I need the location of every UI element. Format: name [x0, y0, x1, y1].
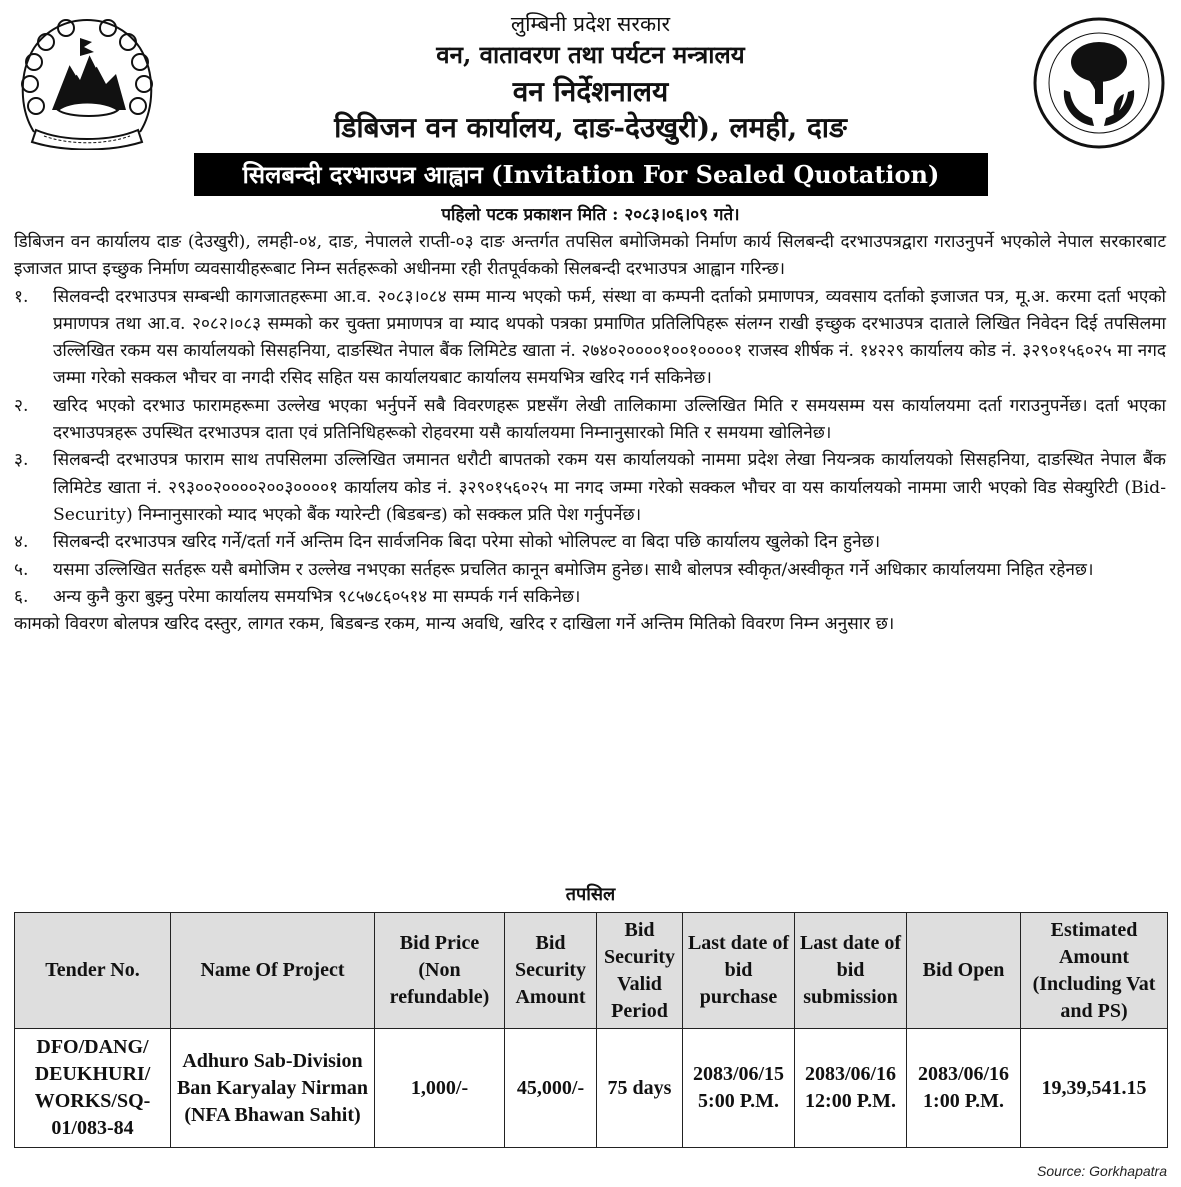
province-government-heading: लुम्बिनी प्रदेश सरकार	[510, 12, 671, 36]
condition-number: ६.	[14, 586, 29, 607]
cell-bid-security-amount: 45,000/-	[505, 1029, 597, 1148]
table-row	[15, 1029, 1168, 1148]
header-last-date-submission: Last date of bid submission	[795, 913, 907, 1029]
condition-number: ५.	[14, 559, 29, 580]
condition-text: सिलबन्दी दरभाउपत्र खरिद गर्ने/दर्ता गर्ने अन्तिम दिन सार्वजनिक बिदा परेमा सोको भोलिपल्ट वा बिदा पछि कार्यालय खुलेको दिन हुनेछ।	[53, 532, 881, 553]
source-credit: Source: Gorkhapatra	[1037, 1163, 1167, 1179]
condition-number: ४.	[14, 532, 29, 553]
ministry-heading: वन, वातावरण तथा पर्यटन मन्त्रालय	[436, 40, 745, 69]
condition-item	[14, 393, 1166, 448]
header-last-date-purchase: Last date of bid purchase	[683, 913, 795, 1029]
cell-tender-no: DFO/DANG/ DEUKHURI/ WORKS/SQ-01/083-84	[15, 1029, 171, 1148]
header-bid-open: Bid Open	[907, 913, 1021, 1029]
cell-estimated-amount: 19,39,541.15	[1021, 1029, 1168, 1148]
conditions-list	[14, 284, 1166, 612]
condition-number: ३.	[14, 450, 29, 471]
header-bid-security-amount: Bid Security Amount	[505, 913, 597, 1029]
condition-text: अन्य कुनै कुरा बुझ्नु परेमा कार्यालय समयभित्र ९८५७८६०५१४ मा सम्पर्क गर्न सकिनेछ।	[53, 586, 581, 607]
cell-bid-price: 1,000/-	[375, 1029, 505, 1148]
header-bid-price: Bid Price (Non refundable)	[375, 913, 505, 1029]
office-heading: डिबिजन वन कार्यालय, दाङ-देउखुरी), लमही, दाङ	[334, 111, 847, 144]
cell-last-date-purchase: 2083/06/15 5:00 P.M.	[683, 1029, 795, 1148]
header-tender-no: Tender No.	[15, 913, 171, 1029]
cell-bid-open: 2083/06/16 1:00 P.M.	[907, 1029, 1021, 1148]
notice-title: सिलबन्दी दरभाउपत्र आह्वान (Invitation For Sealed Quotation)	[242, 160, 940, 189]
condition-text: सिलबन्दी दरभाउपत्र फाराम साथ तपसिलमा उल्लिखित जमानत धरौटी बापतको रकम यस कार्यालयको नाममा प्रदेश लेखा नियन्त्रक कार्यालयको सिसहनिया, दाङस्थित नेपाल बैंक लिमिटेड खाता नं. २९३००२००००२००३००००१ कार्यालय कोड नं. ३२९०१५६०२५ मा नगद जम्मा गरेको सक्कल भौचर वा यस कार्यालयको नाममा जारी भएको विड सेक्युरिटी (Bid-Security) निम्नानुसारको म्याद भएको बैंक ग्यारेन्टी (बिडबन्ड) को सक्कल प्रति पेश गर्नुपर्नेछ।	[53, 450, 1166, 525]
condition-item	[14, 447, 1166, 529]
condition-item	[14, 557, 1166, 584]
cell-last-date-submission: 2083/06/16 12:00 P.M.	[795, 1029, 907, 1148]
condition-text: यसमा उल्लिखित सर्तहरू यसै बमोजिम र उल्लेख नभएका सर्तहरू प्रचलित कानून बमोजिम हुनेछ। साथै बोलपत्र स्वीकृत/अस्वीकृत गर्ने अधिकार कार्यालयमा निहित रहेनछ।	[53, 559, 1094, 580]
condition-text: खरिद भएको दरभाउ फारामहरूमा उल्लेख भएका भर्नुपर्ने सबै विवरणहरू प्रष्टसँग लेखी तालिकामा उल्लिखित मिति र समयसम्म यस कार्यालयमा दर्ता गराउनुपर्नेछ। दर्ता भएका दरभाउपत्रहरू उपस्थित दरभाउपत्र दाता एवं प्रतिनिधिहरूको रोहवरमा यसै कार्यालयमा निम्नानुसारको मिति र समयमा खोलिनेछ।	[53, 395, 1166, 444]
header-estimated-amount: Estimated Amount (Including Vat and PS)	[1021, 913, 1168, 1029]
condition-text: सिलवन्दी दरभाउपत्र सम्बन्धी कागजातहरूमा आ.व. २०८३।०८४ सम्म मान्य भएको फर्म, संस्था वा कम्पनी दर्ताको प्रमाणपत्र, व्यवसाय दर्ताको इजाजत पत्र, मू.अ. करमा दर्ता भएको प्रमाणपत्र तथा आ.व. २०८२।०८३ सम्मको कर चुक्ता प्रमाणपत्र वा म्याद थपको पत्रका प्रमाणित प्रतिलिपिहरू संलग्न राखी इच्छुक दरभाउपत्र दाताले लिखित निवेदन दिई तपसिलमा उल्लिखित रकम यस कार्यालयको सिसहनिया, दाङस्थित नेपाल बैंक लिमिटेड खाता नं. २७४०२००००१००१००००१ राजस्व शीर्षक नं. १४२२९ कार्यालय कोड नं. ३२९०१५६०२५ मा नगद जम्मा गरेको सक्कल भौचर वा नगदी रसिद सहित यस कार्यालयबाट कार्यालय समयभित्र खरिद गर्न सकिनेछ।	[53, 286, 1166, 389]
publication-date: पहिलो पटक प्रकाशन मिति : २०८३।०६।०९ गते।	[441, 205, 740, 225]
notice-title-banner	[194, 153, 988, 196]
cell-project-name: Adhuro Sab-Division Ban Karyalay Nirman (NFA Bhawan Sahit)	[171, 1029, 375, 1148]
header-project-name: Name Of Project	[171, 913, 375, 1029]
intro-paragraph: डिबिजन वन कार्यालय दाङ (देउखुरी), लमही-०४, दाङ, नेपालले राप्ती-०३ दाङ अन्तर्गत तपसिल बमोजिमको निर्माण कार्य सिलबन्दी दरभाउपत्रद्वारा गराउनुपर्ने भएकोले नेपाल सरकारबाट इजाजत प्राप्त इच्छुक निर्माण व्यवसायीहरूबाट निम्न सर्तहरूको अधीनमा रही रीतपूर्वकको सिलबन्दी दरभाउपत्र आह्वान गरिन्छ।	[14, 232, 1166, 280]
schedule-heading: तपसिल	[565, 884, 616, 905]
condition-item	[14, 284, 1166, 393]
condition-number: १.	[14, 286, 29, 307]
cell-bid-security-period: 75 days	[597, 1029, 683, 1148]
condition-item	[14, 529, 1166, 556]
condition-item	[14, 584, 1166, 611]
directorate-heading: वन निर्देशनालय	[512, 75, 669, 108]
header-bid-security-period: Bid Security Valid Period	[597, 913, 683, 1029]
closing-paragraph: कामको विवरण बोलपत्र खरिद दस्तुर, लागत रकम, बिडबन्ड रकम, मान्य अवधि, खरिद र दाखिला गर्ने अन्तिम मितिको विवरण निम्न अनुसार छ।	[14, 614, 895, 635]
condition-number: २.	[14, 395, 29, 416]
notice-body	[14, 229, 1166, 638]
tender-table	[14, 912, 1168, 1148]
